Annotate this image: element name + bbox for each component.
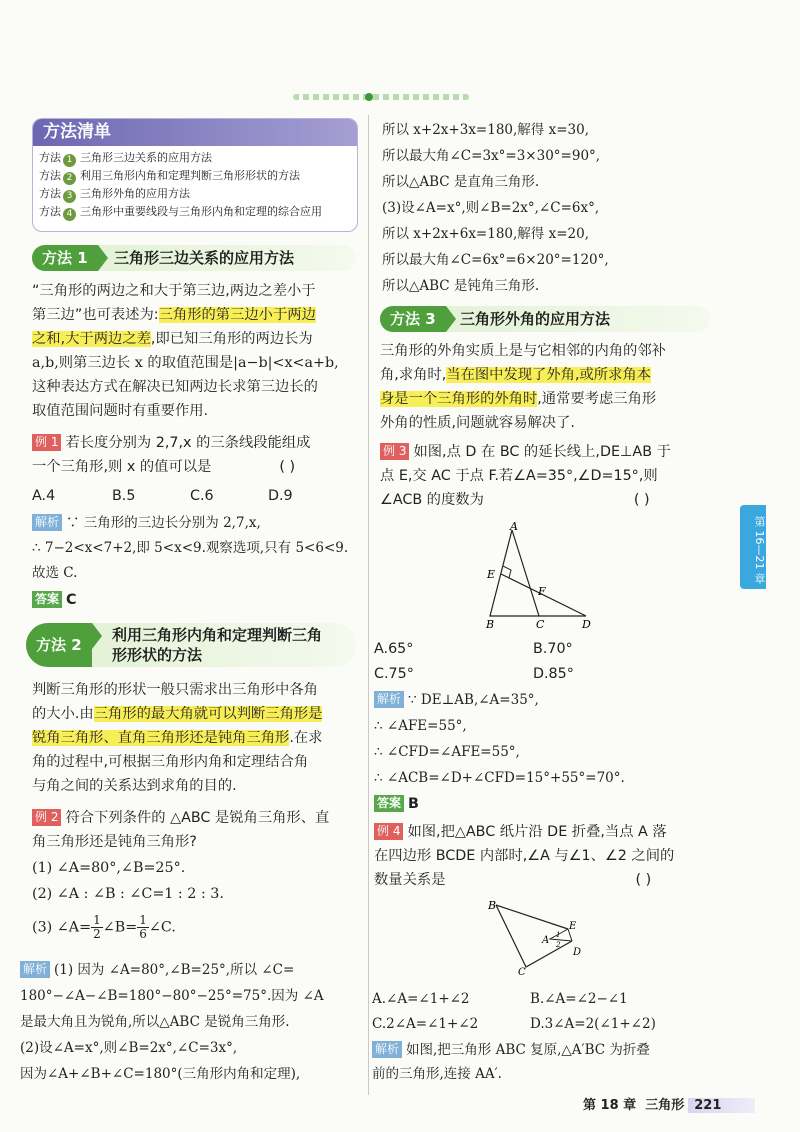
analysis-line: (2)设∠A=x°,则∠B=2x°,∠C=3x°, [20,1040,238,1056]
analysis-line: 所以最大角∠C=6x°=6×20°=120°, [382,252,609,268]
label-A: A [510,520,518,533]
example1-line: 例 1 若长度分别为 2,7,x 的三条线段能组成 [32,431,310,455]
analysis-line: ∴ 7−2<x<7+2,即 5<x<9.观察选项,只有 5<6<9. [32,540,349,556]
analysis-line: 所以△ABC 是钝角三角形. [382,278,540,294]
method3-tag: 方法 3 [380,306,446,332]
option-c: C.75° [374,666,414,682]
method1-tag: 方法 1 [32,245,98,271]
page-number: 221 [688,1098,755,1113]
analysis-tag: 解析 [32,514,62,531]
analysis-line: 前的三角形,连接 AA′. [372,1066,502,1082]
option-b: B.∠A=∠2−∠1 [530,991,628,1007]
text-line: “三角形的两边之和大于第三边,两边之差小于 [32,283,316,299]
option-a: A.∠A=∠1+∠2 [372,991,470,1007]
label-C: C [536,618,545,630]
analysis-line: 是最大角且为锐角,所以△ABC 是锐角三角形. [20,1014,290,1030]
analysis-line: 所以 x+2x+6x=180,解得 x=20, [382,226,589,242]
example-tag: 例 3 [380,443,409,460]
text-line: 三角形的外角实质上是与它相邻的内角的邻补 [380,343,666,359]
example4-line: 例 4 如图,把△ABC 纸片沿 DE 折叠,当点 A 落 [374,820,667,844]
condition-3: (3) ∠A= $\frac{1}{2}$ ∠B= $\frac{1}{6}$ ∠C. [32,913,176,941]
highlight: 三角形的最大角就可以判断三角形是 [93,706,323,722]
text-line: 取值范围问题时有重要作用. [32,403,209,419]
example2-line: 角三角形还是钝角三角形? [32,834,197,850]
label-B: B [488,899,497,912]
analysis-line: 所以 x+2x+3x=180,解得 x=30, [382,122,589,138]
option-a: A.65° [374,641,414,657]
example4-line: 在四边形 BCDE 内部时,∠A 与∠1、∠2 之间的 [374,848,675,864]
analysis-line: 所以最大角∠C=3x°=3×30°=90°, [382,148,601,164]
option-a: A.4 [32,488,56,504]
example3-line: 例 3 如图,点 D 在 BC 的延长线上,DE⊥AB 于 [380,440,671,464]
method-list-title: 方法清单 [33,119,357,146]
text-line: 锐角三角形、直角三角形还是钝角三角形.在求 [32,730,323,746]
option-b: B.5 [112,488,136,504]
text-line: 这种表达方式在解决已知两边长求第三边长的 [32,379,318,395]
analysis-line: 180°−∠A−∠B=180°−80°−25°=75°.因为 ∠A [20,988,324,1004]
example3-line: 点 E,交 AC 于点 F.若∠A=35°,∠D=15°,则 [380,468,658,484]
option-c: C.2∠A=∠1+∠2 [372,1016,479,1032]
option-d: D.85° [533,666,574,682]
analysis-line: 解析 ∵ 三角形的三边长分别为 2,7,x, [32,511,261,535]
answer-line: 答案 B [374,792,419,816]
analysis-line: ∴ ∠CFD=∠AFE=55°, [374,744,520,760]
answer-tag: 答案 [374,795,404,812]
text-line: 与角之间的关系达到求角的目的. [32,778,237,794]
text-line: 身是一个三角形的外角时,通常要考虑三角形 [380,391,657,407]
highlight: 锐角三角形、直角三角形还是钝角三角形 [32,730,290,746]
column-divider [368,115,369,1095]
label-D: D [573,947,582,958]
example2-line: 例 2 符合下列条件的 △ABC 是锐角三角形、直 [32,806,329,830]
analysis-line: 所以△ABC 是直角三角形. [382,174,540,190]
label-E: E [487,568,496,581]
option-d: D.9 [268,488,293,504]
label-C: C [518,967,526,978]
method1-title-bar [32,245,356,271]
text-line: 的大小.由三角形的最大角就可以判断三角形是 [32,706,323,722]
label-D: D [582,618,591,630]
text-line: 角,求角时,当在图中发现了外角,或所求角本 [380,367,651,383]
condition-1: (1) ∠A=80°,∠B=25°. [32,860,186,876]
text-line: 角的过程中,可根据三角形内角和定理结合角 [32,754,309,770]
option-d: D.3∠A=2(∠1+∠2) [530,1016,656,1032]
method2-title-bar [26,623,356,667]
analysis-line: 解析 如图,把三角形 ABC 复原,△A′BC 为折叠 [372,1038,650,1062]
analysis-tag: 解析 [20,961,50,978]
method-list-item: 方法 4 三角形中重要线段与三角形内角和定理的综合应用 [39,205,322,219]
analysis-tag: 解析 [374,691,404,708]
method-list-box [32,118,358,232]
header-ornament [293,94,469,100]
answer-tag: 答案 [32,591,62,608]
highlight: 之和,大于两边之差 [32,331,151,347]
text-line: 外角的性质,问题就容易解决了. [380,415,575,431]
method3-title: 三角形外角的应用方法 [460,310,611,328]
figure-example3 [470,520,600,630]
footer-topic: 三角形 [645,1098,685,1113]
example-tag: 例 1 [32,434,61,451]
text-line: 之和,大于两边之差,即已知三角形的两边长为 [32,331,313,347]
answer-line: 答案 C [32,588,77,612]
figure-example4 [480,895,600,980]
analysis-line: ∴ ∠ACB=∠D+∠CFD=15°+55°=70°. [374,770,625,786]
analysis-line: 故选 C. [32,565,78,581]
analysis-line: ∴ ∠AFE=55°, [374,718,467,734]
example-tag: 例 4 [374,823,403,840]
analysis-tag: 解析 [372,1041,402,1058]
option-b: B.70° [533,641,573,657]
method2-tag: 方法 2 [26,623,92,667]
label-2: 2 [556,941,561,949]
text-line: a,b,则第三边长 x 的取值范围是|a−b|<x<a+b, [32,355,339,371]
method2-title: 利用三角形内角和定理判断三角 形形状的方法 [112,626,323,664]
example1-line: 一个三角形,则 x 的值可以是 ( ) [32,459,296,475]
highlight: 身是一个三角形的外角时 [380,391,538,407]
label-1: 1 [556,931,561,939]
analysis-line: 解析 ∵ DE⊥AB,∠A=35°, [374,688,539,712]
highlight: 三角形的第三边小于两边 [158,307,316,323]
method-list-item: 方法 3 三角形外角的应用方法 [39,187,190,201]
text-line: 判断三角形的形状一般只需求出三角形中各角 [32,682,318,698]
method-list-item: 方法 1 三角形三边关系的应用方法 [39,151,212,165]
highlight: 当在图中发现了外角,或所求角本 [446,367,651,383]
example-tag: 例 2 [32,809,61,826]
label-B: B [486,618,495,630]
example4-line: 数量关系是 ( ) [374,872,652,888]
method3-title-bar [380,306,710,332]
label-A: A [542,935,550,946]
method-list-item: 方法 2 利用三角形内角和定理判断三角形形状的方法 [39,169,300,183]
text-line: 第三边”也可表述为:三角形的第三边小于两边 [32,307,316,323]
analysis-line: 因为∠A+∠B+∠C=180°(三角形内角和定理), [20,1066,301,1082]
example3-line: ∠ACB 的度数为 ( ) [380,492,650,508]
page-footer [583,1094,755,1113]
footer-chapter: 第 18 章 [583,1098,637,1113]
chapter-side-tab: 第 16—21 章 [740,505,766,589]
method1-title: 三角形三边关系的应用方法 [114,249,295,267]
analysis-line: (3)设∠A=x°,则∠B=2x°,∠C=6x°, [382,200,600,216]
option-c: C.6 [190,488,214,504]
label-E: E [569,921,577,932]
analysis-line: 解析 (1) 因为 ∠A=80°,∠B=25°,所以 ∠C= [20,958,294,982]
condition-2: (2) ∠A : ∠B : ∠C=1 : 2 : 3. [32,886,224,902]
label-F: F [538,585,546,598]
